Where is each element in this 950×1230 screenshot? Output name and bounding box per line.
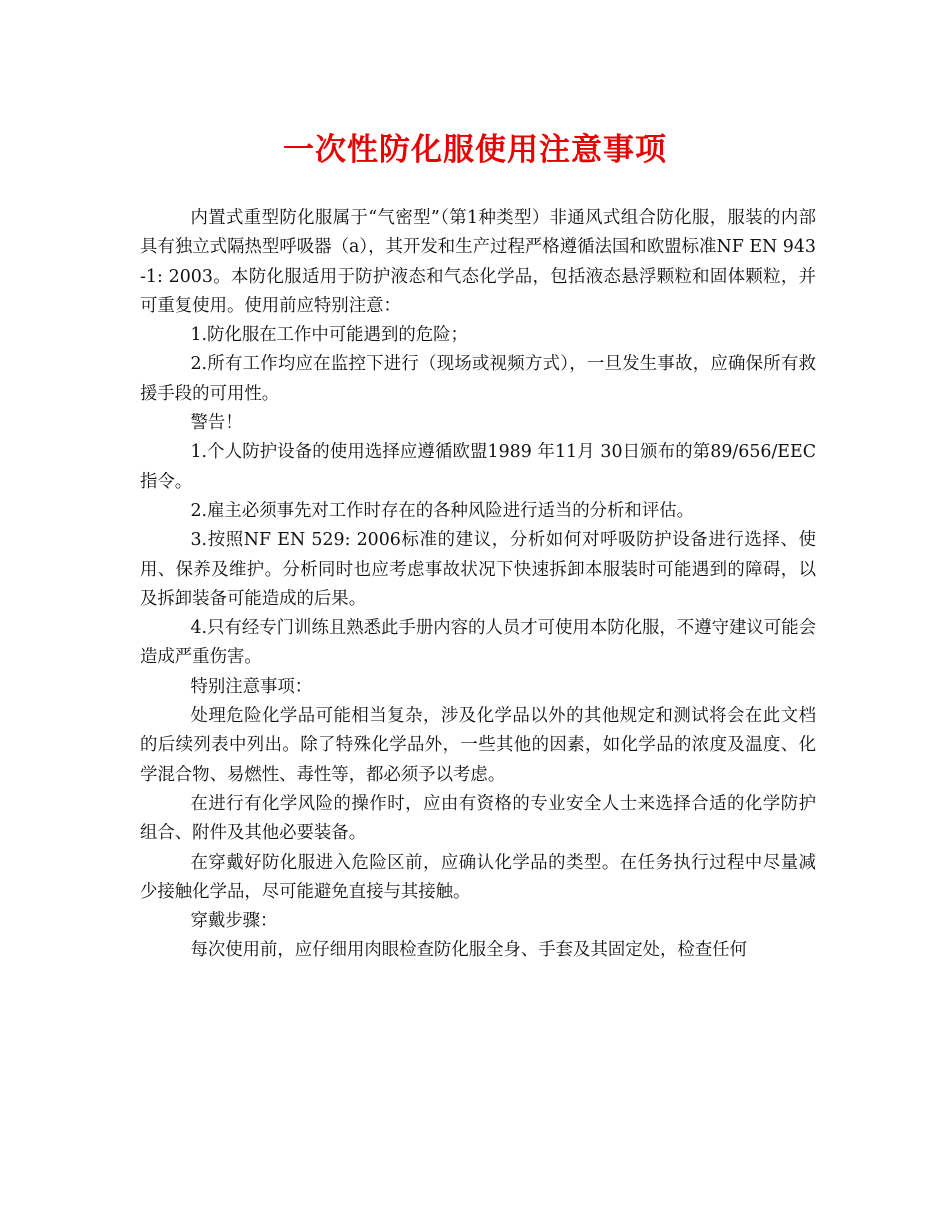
warning-item-1: 1.个人防护设备的使用选择应遵循欧盟1989 年11月 30日颁布的第89/656/EEC指令。 — [140, 442, 816, 492]
special-notes-paragraph-3: 在穿戴好防化服进入危险区前，应确认化学品的类型。在任务执行过程中尽量减少接触化学品，尽可能避免直接与其接触。 — [140, 852, 816, 902]
document-title: 一次性防化服使用注意事项 — [283, 132, 667, 168]
paragraph-item-1: 1.防化服在工作中可能遇到的危险； — [190, 325, 468, 346]
special-notes-paragraph-2: 在进行有化学风险的操作时，应由有资格的专业安全人士来选择合适的化学防护组合、附件及其他必要装备。 — [140, 793, 816, 844]
special-notes-heading: 特别注意事项： — [190, 676, 313, 697]
paragraph-intro: 内置式重型防化服属于“气密型”（第1种类型）非通风式组合防化服，服装的内部具有独立式隔热型呼吸器（a），其开发和生产过程严格遵循法国和欧盟标准NF EN 943-1: 2003。本防化服适用于防护液态和气态化学品，包括液态悬浮颗粒和固体颗粒，并可重复使用。使用前应特别注意： — [140, 208, 816, 316]
warning-item-4: 4.只有经专门训练且熟悉此手册内容的人员才可使用本防化服，不遵守建议可能会造成严重伤害。 — [140, 618, 816, 668]
donning-steps-paragraph-1: 每次使用前，应仔细用肉眼检查防化服全身、手套及其固定处，检查任何 — [190, 940, 747, 961]
donning-steps-heading: 穿戴步骤： — [190, 911, 278, 932]
paragraph-item-2: 2.所有工作均应在监控下进行（现场或视频方式），一旦发生事故，应确保所有救援手段的可用性。 — [140, 354, 816, 404]
warning-item-3: 3.按照NF EN 529: 2006标准的建议，分析如何对呼吸防护设备进行选择、使用、保养及维护。分析同时也应考虑事故状况下快速拆卸本服装时可能遇到的障碍，以及拆卸装备可能造成的后果。 — [140, 530, 816, 609]
special-notes-paragraph-1: 处理危险化学品可能相当复杂，涉及化学品以外的其他规定和测试将会在此文档的后续列表中列出。除了特殊化学品外，一些其他的因素，如化学品的浓度及温度、化学混合物、易燃性、毒性等，都必须予以考虑。 — [140, 706, 816, 785]
document-body — [140, 204, 816, 966]
warning-heading: 警告！ — [190, 413, 243, 434]
warning-item-2: 2.雇主必须事先对工作时存在的各种风险进行适当的分析和评估。 — [190, 500, 694, 521]
